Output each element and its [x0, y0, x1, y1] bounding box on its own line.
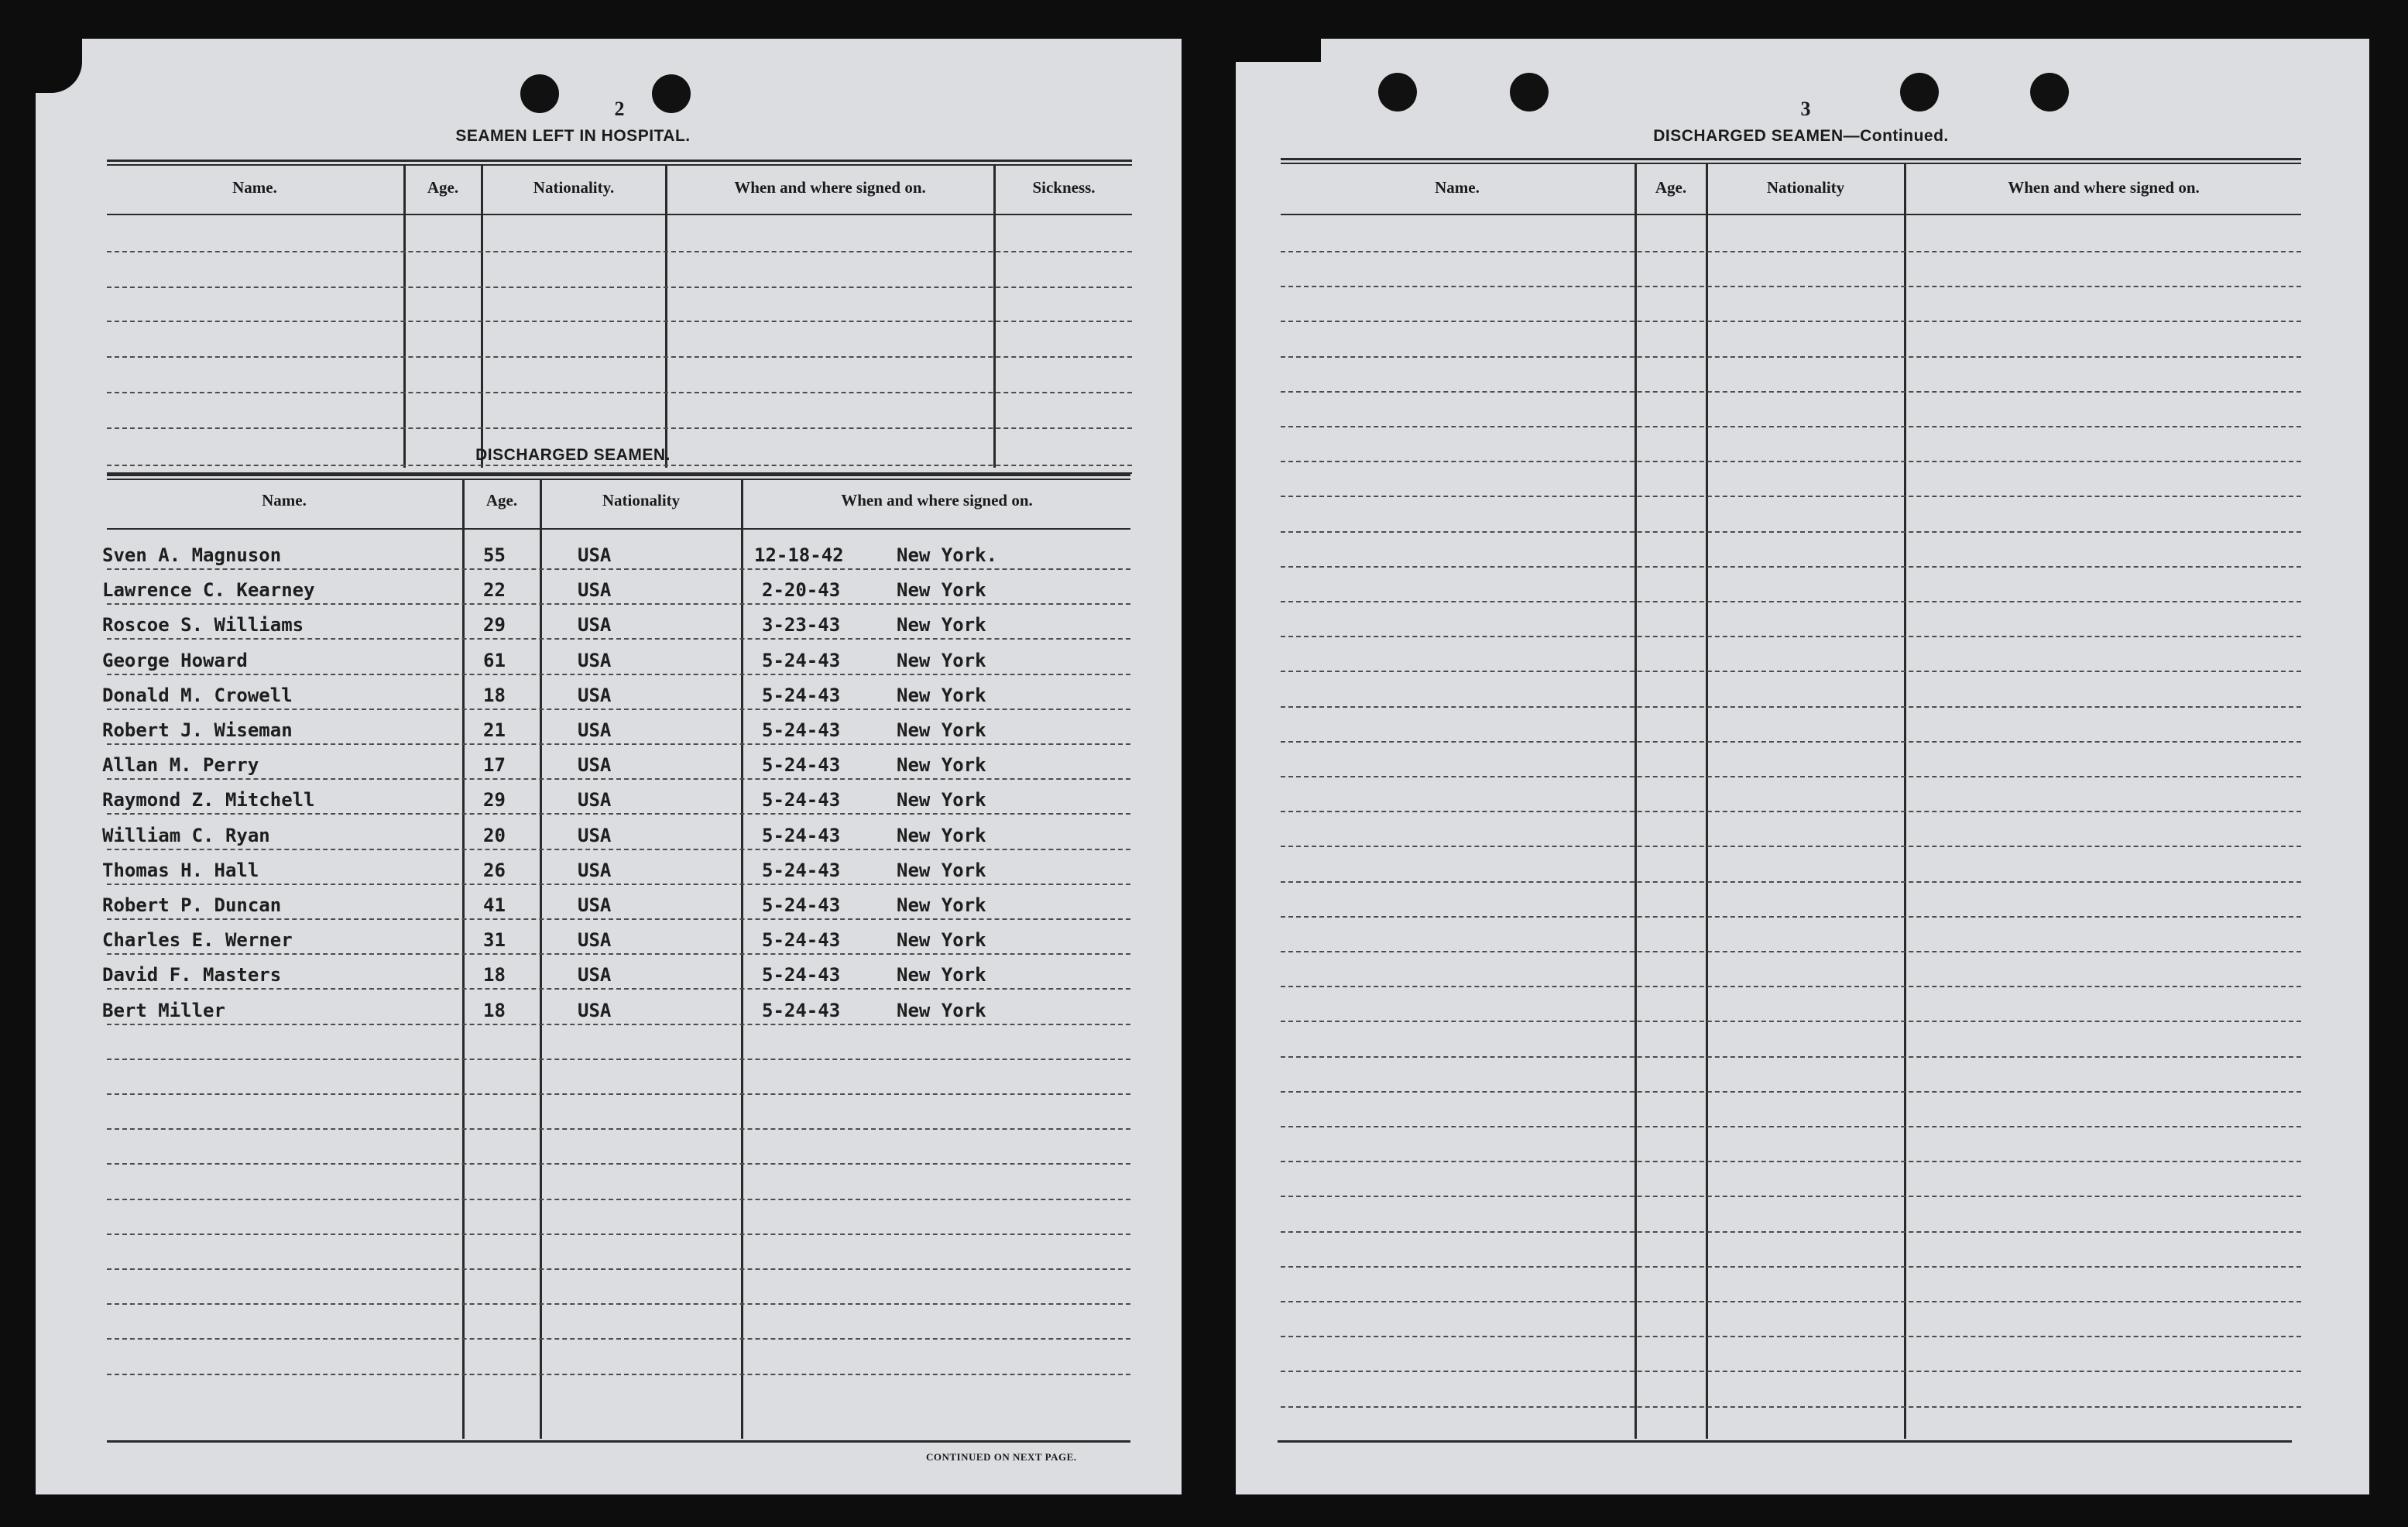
- column-header-nationality: Nationality.: [533, 178, 615, 197]
- entry-line: [1281, 846, 2301, 847]
- entry-line: [1281, 671, 2301, 672]
- page-number: 3: [1800, 98, 1811, 120]
- entry-line: [1281, 566, 2301, 568]
- discharged-continued-title: DISCHARGED SEAMEN—Continued.: [1653, 127, 1949, 145]
- entry-line: [107, 849, 1130, 850]
- column-header-signed-on: When and where signed on.: [734, 178, 926, 197]
- seaman-age: 20: [483, 825, 506, 846]
- seaman-nationality: USA: [578, 614, 612, 636]
- entry-line: [1281, 1161, 2301, 1162]
- seaman-name: George Howard: [102, 650, 248, 671]
- signed-on-date: 5-24-43: [762, 964, 841, 986]
- entry-line: [1281, 1301, 2301, 1302]
- seaman-nationality: USA: [578, 825, 612, 846]
- column-divider: [403, 166, 406, 468]
- entry-line: [107, 1199, 1130, 1200]
- entry-line: [1281, 391, 2301, 393]
- entry-line: [107, 778, 1130, 780]
- entry-line: [107, 1338, 1130, 1340]
- seaman-name: Robert J. Wiseman: [102, 719, 293, 741]
- table-top-rule: [107, 164, 1132, 166]
- signed-on-place: New York: [897, 1000, 986, 1021]
- entry-line: [1281, 251, 2301, 252]
- entry-line: [1281, 321, 2301, 322]
- signed-on-place: New York: [897, 894, 986, 916]
- column-divider: [1904, 164, 1906, 1439]
- header-underline: [1281, 214, 2301, 215]
- entry-line: [1281, 1406, 2301, 1408]
- signed-on-place: New York: [897, 579, 986, 601]
- entry-line: [1281, 776, 2301, 777]
- seaman-age: 29: [483, 614, 506, 636]
- entry-line: [1281, 356, 2301, 358]
- entry-line: [107, 638, 1130, 640]
- seaman-name: Thomas H. Hall: [102, 860, 259, 881]
- seaman-nationality: USA: [578, 579, 612, 601]
- seaman-nationality: USA: [578, 929, 612, 951]
- seaman-age: 41: [483, 894, 506, 916]
- entry-line: [1281, 951, 2301, 952]
- entry-line: [107, 427, 1132, 429]
- binder-hole: [1378, 73, 1417, 112]
- seaman-age: 18: [483, 1000, 506, 1021]
- entry-line: [107, 1234, 1130, 1235]
- header-underline: [107, 528, 1130, 530]
- entry-line: [1281, 636, 2301, 637]
- signed-on-place: New York: [897, 825, 986, 846]
- entry-line: [1281, 601, 2301, 602]
- signed-on-place: New York: [897, 614, 986, 636]
- entry-line: [1281, 286, 2301, 287]
- column-header-signed-on: When and where signed on.: [2008, 178, 2200, 197]
- entry-line: [1281, 1091, 2301, 1093]
- entry-line: [1281, 986, 2301, 987]
- continued-note: CONTINUED ON NEXT PAGE.: [926, 1451, 1077, 1463]
- column-divider: [993, 166, 996, 468]
- column-header-age: Age.: [1655, 178, 1687, 197]
- seaman-name: Bert Miller: [102, 1000, 225, 1021]
- entry-line: [107, 1024, 1130, 1025]
- seaman-age: 26: [483, 860, 506, 881]
- entry-line: [1281, 1196, 2301, 1197]
- table-top-rule: [1281, 163, 2301, 164]
- entry-line: [1281, 1056, 2301, 1058]
- column-header-age: Age.: [427, 178, 459, 197]
- hospital-section-title: SEAMEN LEFT IN HOSPITAL.: [455, 127, 691, 145]
- signed-on-place: New York: [897, 650, 986, 671]
- table-top-rule: [107, 160, 1132, 162]
- page-number: 2: [614, 98, 625, 120]
- seaman-name: Charles E. Werner: [102, 929, 293, 951]
- column-divider: [741, 480, 743, 1439]
- signed-on-date: 5-24-43: [762, 685, 841, 706]
- entry-line: [1281, 1336, 2301, 1337]
- entry-line: [107, 813, 1130, 815]
- seaman-age: 18: [483, 964, 506, 986]
- seaman-name: Lawrence C. Kearney: [102, 579, 315, 601]
- entry-line: [1281, 1371, 2301, 1372]
- column-divider: [540, 480, 542, 1439]
- binder-hole: [652, 74, 691, 113]
- torn-edge: [1228, 31, 1321, 62]
- signed-on-date: 5-24-43: [762, 650, 841, 671]
- signed-on-date: 2-20-43: [762, 579, 841, 601]
- seaman-name: Roscoe S. Williams: [102, 614, 304, 636]
- seaman-nationality: USA: [578, 789, 612, 811]
- table-top-rule: [1281, 158, 2301, 160]
- entry-line: [1281, 461, 2301, 462]
- torn-corner: [28, 31, 82, 93]
- left-page: [36, 39, 1182, 1494]
- signed-on-place: New York: [897, 754, 986, 776]
- entry-line: [107, 709, 1130, 710]
- signed-on-date: 5-24-43: [762, 754, 841, 776]
- entry-line: [1281, 811, 2301, 812]
- entry-line: [1281, 426, 2301, 427]
- entry-line: [107, 988, 1130, 990]
- table-top-rule: [107, 474, 1130, 476]
- seaman-nationality: USA: [578, 650, 612, 671]
- seaman-nationality: USA: [578, 685, 612, 706]
- discharged-section-title: DISCHARGED SEAMEN.: [475, 446, 671, 464]
- column-header-age: Age.: [485, 491, 518, 510]
- right-page: [1236, 39, 2369, 1494]
- signed-on-date: 5-24-43: [762, 719, 841, 741]
- signed-on-place: New York: [897, 685, 986, 706]
- column-divider: [462, 480, 465, 1439]
- seaman-name: William C. Ryan: [102, 825, 270, 846]
- entry-line: [107, 743, 1130, 745]
- column-divider: [1634, 164, 1637, 1439]
- entry-line: [107, 674, 1130, 675]
- seaman-name: Sven A. Magnuson: [102, 544, 282, 566]
- entry-line: [107, 918, 1130, 920]
- seaman-age: 22: [483, 579, 506, 601]
- column-divider: [1706, 164, 1708, 1439]
- signed-on-date: 5-24-43: [762, 860, 841, 881]
- seaman-age: 61: [483, 650, 506, 671]
- signed-on-date: 5-24-43: [762, 825, 841, 846]
- entry-line: [1281, 496, 2301, 497]
- column-header-signed-on: When and where signed on.: [841, 491, 1033, 510]
- entry-line: [1281, 706, 2301, 708]
- signed-on-place: New York: [897, 719, 986, 741]
- entry-line: [107, 568, 1130, 570]
- signed-on-place: New York: [897, 789, 986, 811]
- entry-line: [107, 392, 1132, 393]
- signed-on-place: New York: [897, 964, 986, 986]
- column-header-sickness: Sickness.: [1032, 178, 1096, 197]
- seaman-name: Robert P. Duncan: [102, 894, 282, 916]
- table-top-rule: [107, 479, 1130, 480]
- entry-line: [107, 251, 1132, 252]
- seaman-name: Donald M. Crowell: [102, 685, 293, 706]
- seaman-nationality: USA: [578, 754, 612, 776]
- entry-line: [1281, 1126, 2301, 1127]
- entry-line: [107, 1268, 1130, 1270]
- binder-hole: [2030, 73, 2069, 112]
- entry-line: [107, 1163, 1130, 1165]
- entry-line: [107, 603, 1130, 605]
- entry-line: [1281, 531, 2301, 533]
- entry-line: [107, 1059, 1130, 1060]
- column-divider: [665, 166, 667, 468]
- entry-line: [107, 953, 1130, 955]
- signed-on-date: 5-24-43: [762, 929, 841, 951]
- column-header-name: Name.: [262, 491, 307, 510]
- seaman-name: David F. Masters: [102, 964, 282, 986]
- signed-on-date: 5-24-43: [762, 894, 841, 916]
- seaman-age: 18: [483, 685, 506, 706]
- entry-line: [107, 287, 1132, 288]
- signed-on-place: New York: [897, 860, 986, 881]
- entry-line: [1281, 1021, 2301, 1022]
- entry-line: [1281, 1266, 2301, 1268]
- seaman-age: 55: [483, 544, 506, 566]
- column-divider: [481, 166, 483, 468]
- entry-line: [107, 465, 1132, 466]
- seaman-nationality: USA: [578, 860, 612, 881]
- seaman-age: 17: [483, 754, 506, 776]
- table-bottom-rule: [1278, 1440, 2292, 1443]
- binder-hole: [520, 74, 559, 113]
- column-header-nationality: Nationality: [1766, 178, 1845, 197]
- entry-line: [1281, 741, 2301, 743]
- signed-on-place: New York: [897, 929, 986, 951]
- signed-on-date: 3-23-43: [762, 614, 841, 636]
- entry-line: [107, 884, 1130, 885]
- entry-line: [107, 1374, 1130, 1375]
- entry-line: [1281, 916, 2301, 918]
- seaman-age: 29: [483, 789, 506, 811]
- table-bottom-rule: [107, 1440, 1130, 1443]
- entry-line: [107, 1093, 1130, 1095]
- seaman-age: 21: [483, 719, 506, 741]
- seaman-nationality: USA: [578, 719, 612, 741]
- binder-hole: [1900, 73, 1939, 112]
- entry-line: [107, 321, 1132, 322]
- signed-on-date: 5-24-43: [762, 789, 841, 811]
- entry-line: [107, 356, 1132, 358]
- seaman-name: Allan M. Perry: [102, 754, 259, 776]
- entry-line: [107, 1128, 1130, 1130]
- seaman-name: Raymond Z. Mitchell: [102, 789, 315, 811]
- entry-line: [1281, 881, 2301, 883]
- column-header-nationality: Nationality: [602, 491, 681, 510]
- seaman-age: 31: [483, 929, 506, 951]
- signed-on-date: 5-24-43: [762, 1000, 841, 1021]
- entry-line: [1281, 1231, 2301, 1233]
- seaman-nationality: USA: [578, 894, 612, 916]
- seaman-nationality: USA: [578, 964, 612, 986]
- column-header-name: Name.: [232, 178, 277, 197]
- binder-hole: [1510, 73, 1549, 112]
- seaman-nationality: USA: [578, 1000, 612, 1021]
- signed-on-place: New York.: [897, 544, 998, 566]
- header-underline: [107, 214, 1132, 215]
- entry-line: [107, 1303, 1130, 1305]
- column-header-name: Name.: [1435, 178, 1480, 197]
- signed-on-date: 12-18-42: [754, 544, 844, 566]
- seaman-nationality: USA: [578, 544, 612, 566]
